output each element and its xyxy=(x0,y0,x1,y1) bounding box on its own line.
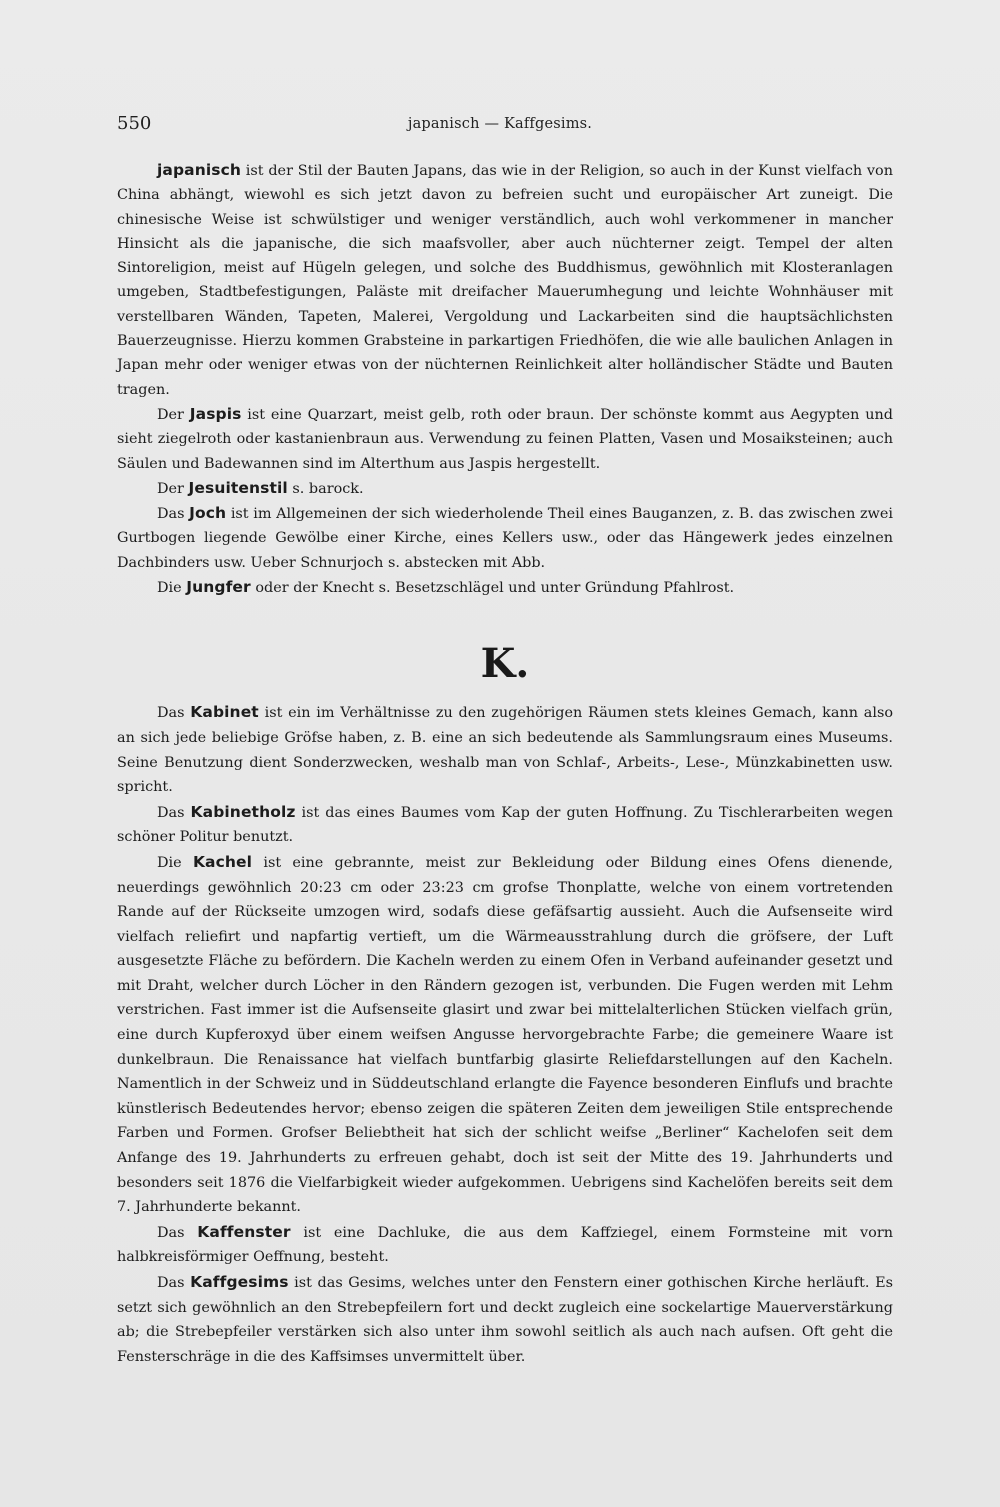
entry-term: Kabinet xyxy=(190,703,259,722)
entry-text: ist ein im Verhältnisse zu den zugehörigen Räumen stets kleines Gemach, kann also an sich jede beliebige Gröfse haben, z. B. eine an sich bedeutende als Sammlungsraum eines Museums. Seine Benutzung dient Sonderzwecken, weshalb man von Schlaf-, Arbeits-, Lese-, Münzkabinetten usw. spricht. xyxy=(117,705,894,796)
entry-kachel: Die Kachel ist eine gebrannte, meist zur Bekleidung oder Bildung eines Ofens dienende, neuerdings gewöhnlich 20:23 cm oder 23:23 cm grofse Thonplatte, welche von einem vortretenden Rande auf der Rückseite umzogen wird, sodafs diese gefäfsartig aussieht. Auch die Aufsenseite wird vielfach reliefirt und napfartig vertieft, um die Wärmeausstrahlung durch die gröfsere, der Luft ausgesetzte Fläche zu befördern. Die Kacheln werden zu einem Ofen in Verband aufeinander gesetzt und mit Draht, welcher durch Löcher in den Rändern gezogen ist, verbunden. Die Fugen werden mit Lehm verstrichen. Fast immer ist die Aufsenseite glasirt und zwar bei mittelalterlichen Stücken vielfach grün, eine durch Kupferoxyd über einem weifsen Angusse hervorgebrachte Farbe; die gemeinere Waare ist dunkelbraun. Die Renaissance hat vielfach buntfarbig glasirte Reliefdarstellungen auf den Kacheln. Namentlich in der Schweiz und in Süddeutschland erlangte die Fayence besonderen Einflufs und brachte künstlerisch Bedeutendes hervor; ebenso zeigen die späteren Zeiten dem jeweiligen Stile entsprechende Farben und Formen. Grofser Beliebtheit hat sich der schlicht weifse „Berliner“ Kachelofen seit dem Anfange des 19. Jahrhunderts zu erfreuen gehabt, doch ist seit der Mitte des 19. Jahrhunderts und besonders seit 1876 die Vielfarbigkeit wieder aufgekommen. Uebrigens sind Kachelöfen bereits seit dem 7. Jahrhunderte bekannt. xyxy=(117,852,893,1216)
entry-kaffenster: Das Kaffenster ist eine Dachluke, die aus dem Kaffziegel, einem Formsteine mit vorn halbkreisförmiger Oeffnung, besteht. xyxy=(117,1222,893,1266)
entry-text: ist eine Quarzart, meist gelb, roth oder braun. Der schönste kommt aus Aegypten und sieht ziegelroth oder kastanienbraun aus. Verwendung zu feinen Platten, Vasen und Mosaiksteinen; auch Säulen und Badewannen sind im Alterthum aus Jaspis hergestellt. xyxy=(117,406,893,472)
entry-kabinetholz: Das Kabinetholz ist das eines Baumes vom Kap der guten Hoffnung. Zu Tischlerarbeiten wegen schöner Politur benutzt. xyxy=(117,802,893,846)
entry-term: Kachel xyxy=(192,852,253,871)
entry-jungfer: Die Jungfer oder der Knecht s. Besetzschlägel und unter Gründung Pfahlrost. xyxy=(157,578,735,597)
entry-term: Kabinetholz xyxy=(190,802,296,821)
entry-term: Jaspis xyxy=(189,404,242,423)
entry-text: ist im Allgemeinen der sich wiederholende Theil eines Bauganzen, z. B. das zwischen zwei Gurtbogen liegende Gewölbe einer Kirche, eines Kellers usw., oder das Hängewerk jedes einzelnen Dachbinders usw. Ueber Schnurjoch s. abstecken mit Abb. xyxy=(117,506,893,571)
entry-jaspis: Der Jaspis ist eine Quarzart, meist gelb, roth oder braun. Der schönste kommt aus Aegypten und sieht ziegelroth oder kastanienbraun aus. Verwendung zu feinen Platten, Vasen und Mosaiksteinen; auch Säulen und Badewannen sind im Alterthum aus Jaspis hergestellt. xyxy=(117,404,893,472)
section-heading-k: K. xyxy=(480,640,530,688)
entry-text: s. barock. xyxy=(287,480,364,497)
body-text xyxy=(117,158,893,1369)
entry-text: oder der Knecht s. Besetzschlägel und unter Gründung Pfahlrost. xyxy=(250,580,735,597)
section-k xyxy=(117,700,893,1369)
entry-kabinet: Das Kabinet ist ein im Verhältnisse zu den zugehörigen Räumen stets kleines Gemach, kann also an sich jede beliebige Gröfse haben, z. B. eine an sich bedeutende als Sammlungsraum eines Museums. Seine Benutzung dient Sonderzwecken, weshalb man von Schlaf-, Arbeits-, Lese-, Münzkabinetten usw. spricht. xyxy=(117,703,894,796)
entry-text: ist eine Dachluke, die aus dem Kaffziegel, einem Formsteine mit vorn halbkreisförmiger Oeffnung, besteht. xyxy=(117,1224,893,1266)
entry-jesuitenstil: Der Jesuitenstil s. barock. xyxy=(157,478,364,497)
entry-kaffgesims: Das Kaffgesims ist das Gesims, welches unter den Fenstern einer gothischen Kirche herläuft. Es setzt sich gewöhnlich an den Strebepfeilern fort und deckt zugleich eine sockelartige Mauerverstärkung ab; die Strebepfeiler verstärken sich also unter ihm sowohl seitlich als auch nach aufsen. Oft geht die Fensterschräge in die des Kaffsimses unvermittelt über. xyxy=(117,1273,893,1365)
entry-joch: Das Joch ist im Allgemeinen der sich wiederholende Theil eines Bauganzen, z. B. das zwischen zwei Gurtbogen liegende Gewölbe einer Kirche, eines Kellers usw., oder das Hängewerk jedes einzelnen Dachbinders usw. Ueber Schnurjoch s. abstecken mit Abb. xyxy=(117,504,893,571)
running-title: japanisch — Kaffgesims. xyxy=(407,116,593,132)
page-number: 550 xyxy=(117,113,152,134)
entry-text: ist eine gebrannte, meist zur Bekleidung oder Bildung eines Ofens dienende, neuerdings gewöhnlich 20:23 cm oder 23:23 cm grofse Thonplatte, welche von einem vortretenden Rande auf der Rückseite umzogen wird, sodafs diese gefäfsartig aussieht. Auch die Aufsenseite wird vielfach reliefirt und napfartig vertieft, um die Wärmeausstrahlung durch die gröfsere, der Luft ausgesetzte Fläche zu befördern. Die Kacheln werden zu einem Ofen in Verband aufeinander gesetzt und mit Draht, welcher durch Löcher in den Rändern gezogen ist, verbunden. Die Fugen werden mit Lehm verstrichen. Fast immer ist die Aufsenseite glasirt und zwar bei mittelalterlichen Stücken vielfach grün, eine durch Kupferoxyd über einem weifsen Angusse hervorgebrachte Farbe; die gemeinere Waare ist dunkelbraun. Die Renaissance hat vielfach buntfarbig glasirte Reliefdarstellungen auf den Kacheln. Namentlich in der Schweiz und in Süddeutschland erlangte die Fayence besonderen Einflufs und brachte künstlerisch Bedeutendes hervor; ebenso zeigen die späteren Zeiten dem jeweiligen Stile entsprechende Farben und Formen. Grofser Beliebtheit hat sich der schlicht weifse „Berliner“ Kachelofen seit dem Anfange des 19. Jahrhunderts zu erfreuen gehabt, doch ist seit der Mitte des 19. Jahrhunderts und besonders seit 1876 die Vielfarbigkeit wieder aufgekommen. Uebrigens sind Kachelöfen bereits seit dem 7. Jahrhunderte bekannt. xyxy=(117,854,893,1216)
page-header xyxy=(117,113,883,143)
entry-term: Kaffenster xyxy=(197,1222,291,1241)
entry-term: Jesuitenstil xyxy=(188,478,288,497)
entry-japanisch xyxy=(117,158,893,402)
entry-text: ist der Stil der Bauten Japans, das wie in der Religion, so auch in der Kunst vielfach von China abhängt, wiewohl es sich jetzt davon zu befreien sucht und europäischer Art zuneigt. Die chinesische Weise ist schwülstiger und weniger verständlich, auch wohl verkommener in mancher Hinsicht als die japanische, die sich maafsvoller, aber auch nüchterner zeigt. Tempel der alten Sintoreligion, meist auf Hügeln gelegen, und solche des Buddhismus, gewöhnlich mit Klosteranlagen umgeben, Stadtbefestigungen, Paläste mit dreifacher Mauerumhegung und leichte Wohnhäuser mit verstellbaren Wänden, Tapeten, Malerei, Vergoldung und Lackarbeiten sind die hauptsächlichsten Bauerzeugnisse. Hierzu kommen Grabsteine in parkartigen Friedhöfen, die wie alle baulichen Anlagen in Japan mehr oder weniger etwas von der nüchternen Reinlichkeit alter holländischer Städte und Bauten tragen. xyxy=(117,163,893,398)
section-j xyxy=(117,158,893,600)
entry-term: Kaffgesims xyxy=(190,1273,289,1291)
entry-term: Jungfer xyxy=(186,578,251,597)
entry-term: Joch xyxy=(189,504,227,523)
entry-text: ist das eines Baumes vom Kap der guten Hoffnung. Zu Tischlerarbeiten wegen schöner Politur benutzt. xyxy=(117,804,893,846)
entry-text: ist das Gesims, welches unter den Fenstern einer gothischen Kirche herläuft. Es setzt sich gewöhnlich an den Strebepfeilern fort und deckt zugleich eine sockelartige Mauerverstärkung ab; die Strebepfeiler verstärken sich also unter ihm sowohl seitlich als auch nach aufsen. Oft geht die Fensterschräge in die des Kaffsimses unvermittelt über. xyxy=(117,1275,893,1365)
entry-term: japanisch xyxy=(157,161,242,179)
